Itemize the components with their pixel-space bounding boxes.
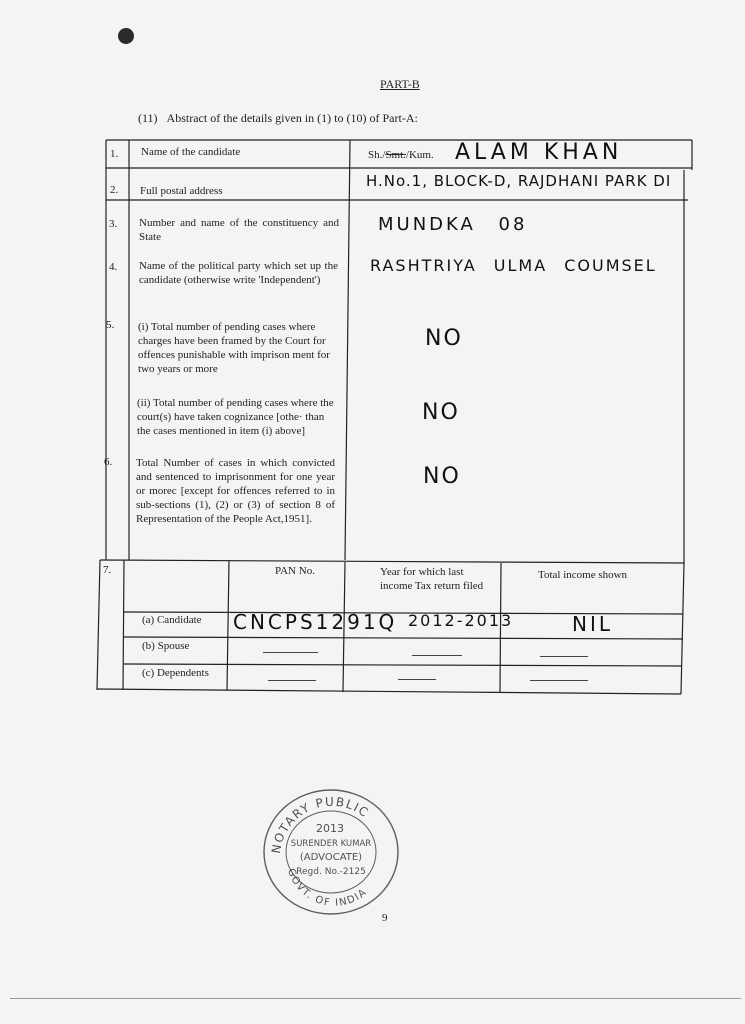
page-bottom-rule [10,998,741,999]
blank-dash [412,655,462,656]
blank-dash [398,679,436,680]
section-subtitle-text: Abstract of the details given in (1) to (10) of Part-A: [166,111,418,125]
handwritten-party: RASHTRIYA ULMA COUMSEL [370,256,657,275]
handwritten-convictions: NO [423,464,461,489]
header-tax-year: Year for which last income Tax return filed [380,566,484,592]
handwritten-pending-cognizance: NO [422,400,460,425]
row-number: 1. [110,148,119,160]
part-title: PART-B [380,77,420,91]
salutation-kum: /Kum. [405,149,434,161]
row-number: 4. [109,261,118,273]
blank-dash [540,656,588,657]
row-number: 2. [110,184,119,196]
blank-dash [530,680,588,681]
page-number: 9 [382,912,388,924]
notary-stamp [258,782,404,918]
stamp-bottom-text: GOVT. OF INDIA [284,867,370,909]
header-total-income: Total income shown [538,569,628,581]
handwritten-name: ALAM KHAN [455,140,623,165]
income-row-label-dependents: (c) Dependents [142,667,209,679]
salutation [368,148,434,162]
row-label-pending-cognizance: (ii) Total number of pending cases where the court(s) have taken cognizance [othe· than the cases mentioned in item (i) above] [137,397,334,437]
row-number: 7. [103,564,112,576]
stamp-title: (ADVOCATE) [299,852,363,863]
income-row-label-spouse: (b) Spouse [142,640,190,652]
income-row-label-candidate: (a) Candidate [142,614,202,626]
handwritten-constituency: MUNDKA 08 [378,214,528,235]
handwritten-pending-charges: NO [425,326,463,351]
row-label-constituency: Number and name of the constituency and State [139,217,339,243]
stamp-year: 2013 [316,822,344,835]
row-number: 5. [106,319,115,331]
salutation-smt: Smt. [385,149,406,161]
salutation-sh: Sh./ [368,149,386,161]
row-label-candidate-name: Name of the candidate [141,146,241,158]
handwritten-pan: CNCPS1291Q [233,610,398,634]
row-label-postal-address: Full postal address [140,185,223,197]
row-number: 3. [109,218,118,230]
stamp-name: SURENDER KUMAR [290,839,372,849]
blank-dash [263,652,318,653]
stamp-top-text: NOTARY PUBLIC [268,794,372,855]
row-label-convictions: Total Number of cases in which convicted and sentenced to imprisonment for one year or morec [except for offences referred to in sub-sections (1), (2) or (3) of section 8 of Representation of the People Act,1951]. [136,457,335,525]
section-number: (11) [138,111,158,125]
row-label-political-party: Name of the political party which set up the candidate (otherwise write 'Independent') [139,260,338,286]
blank-dash [268,680,316,681]
stamp-reg: Regd. No.-2125 [296,867,366,877]
handwritten-address: H.No.1, BLOCK-D, RAJDHANI PARK DI [366,172,672,190]
handwritten-total-income: NIL [572,612,614,636]
handwritten-tax-year: 2012-2013 [408,611,514,630]
row-label-pending-charges: (i) Total number of pending cases where charges have been framed by the Court for offences punishable with imprison ment for two years or more [138,321,330,375]
row-number: 6. [104,456,113,468]
header-pan-no: PAN No. [275,565,315,577]
